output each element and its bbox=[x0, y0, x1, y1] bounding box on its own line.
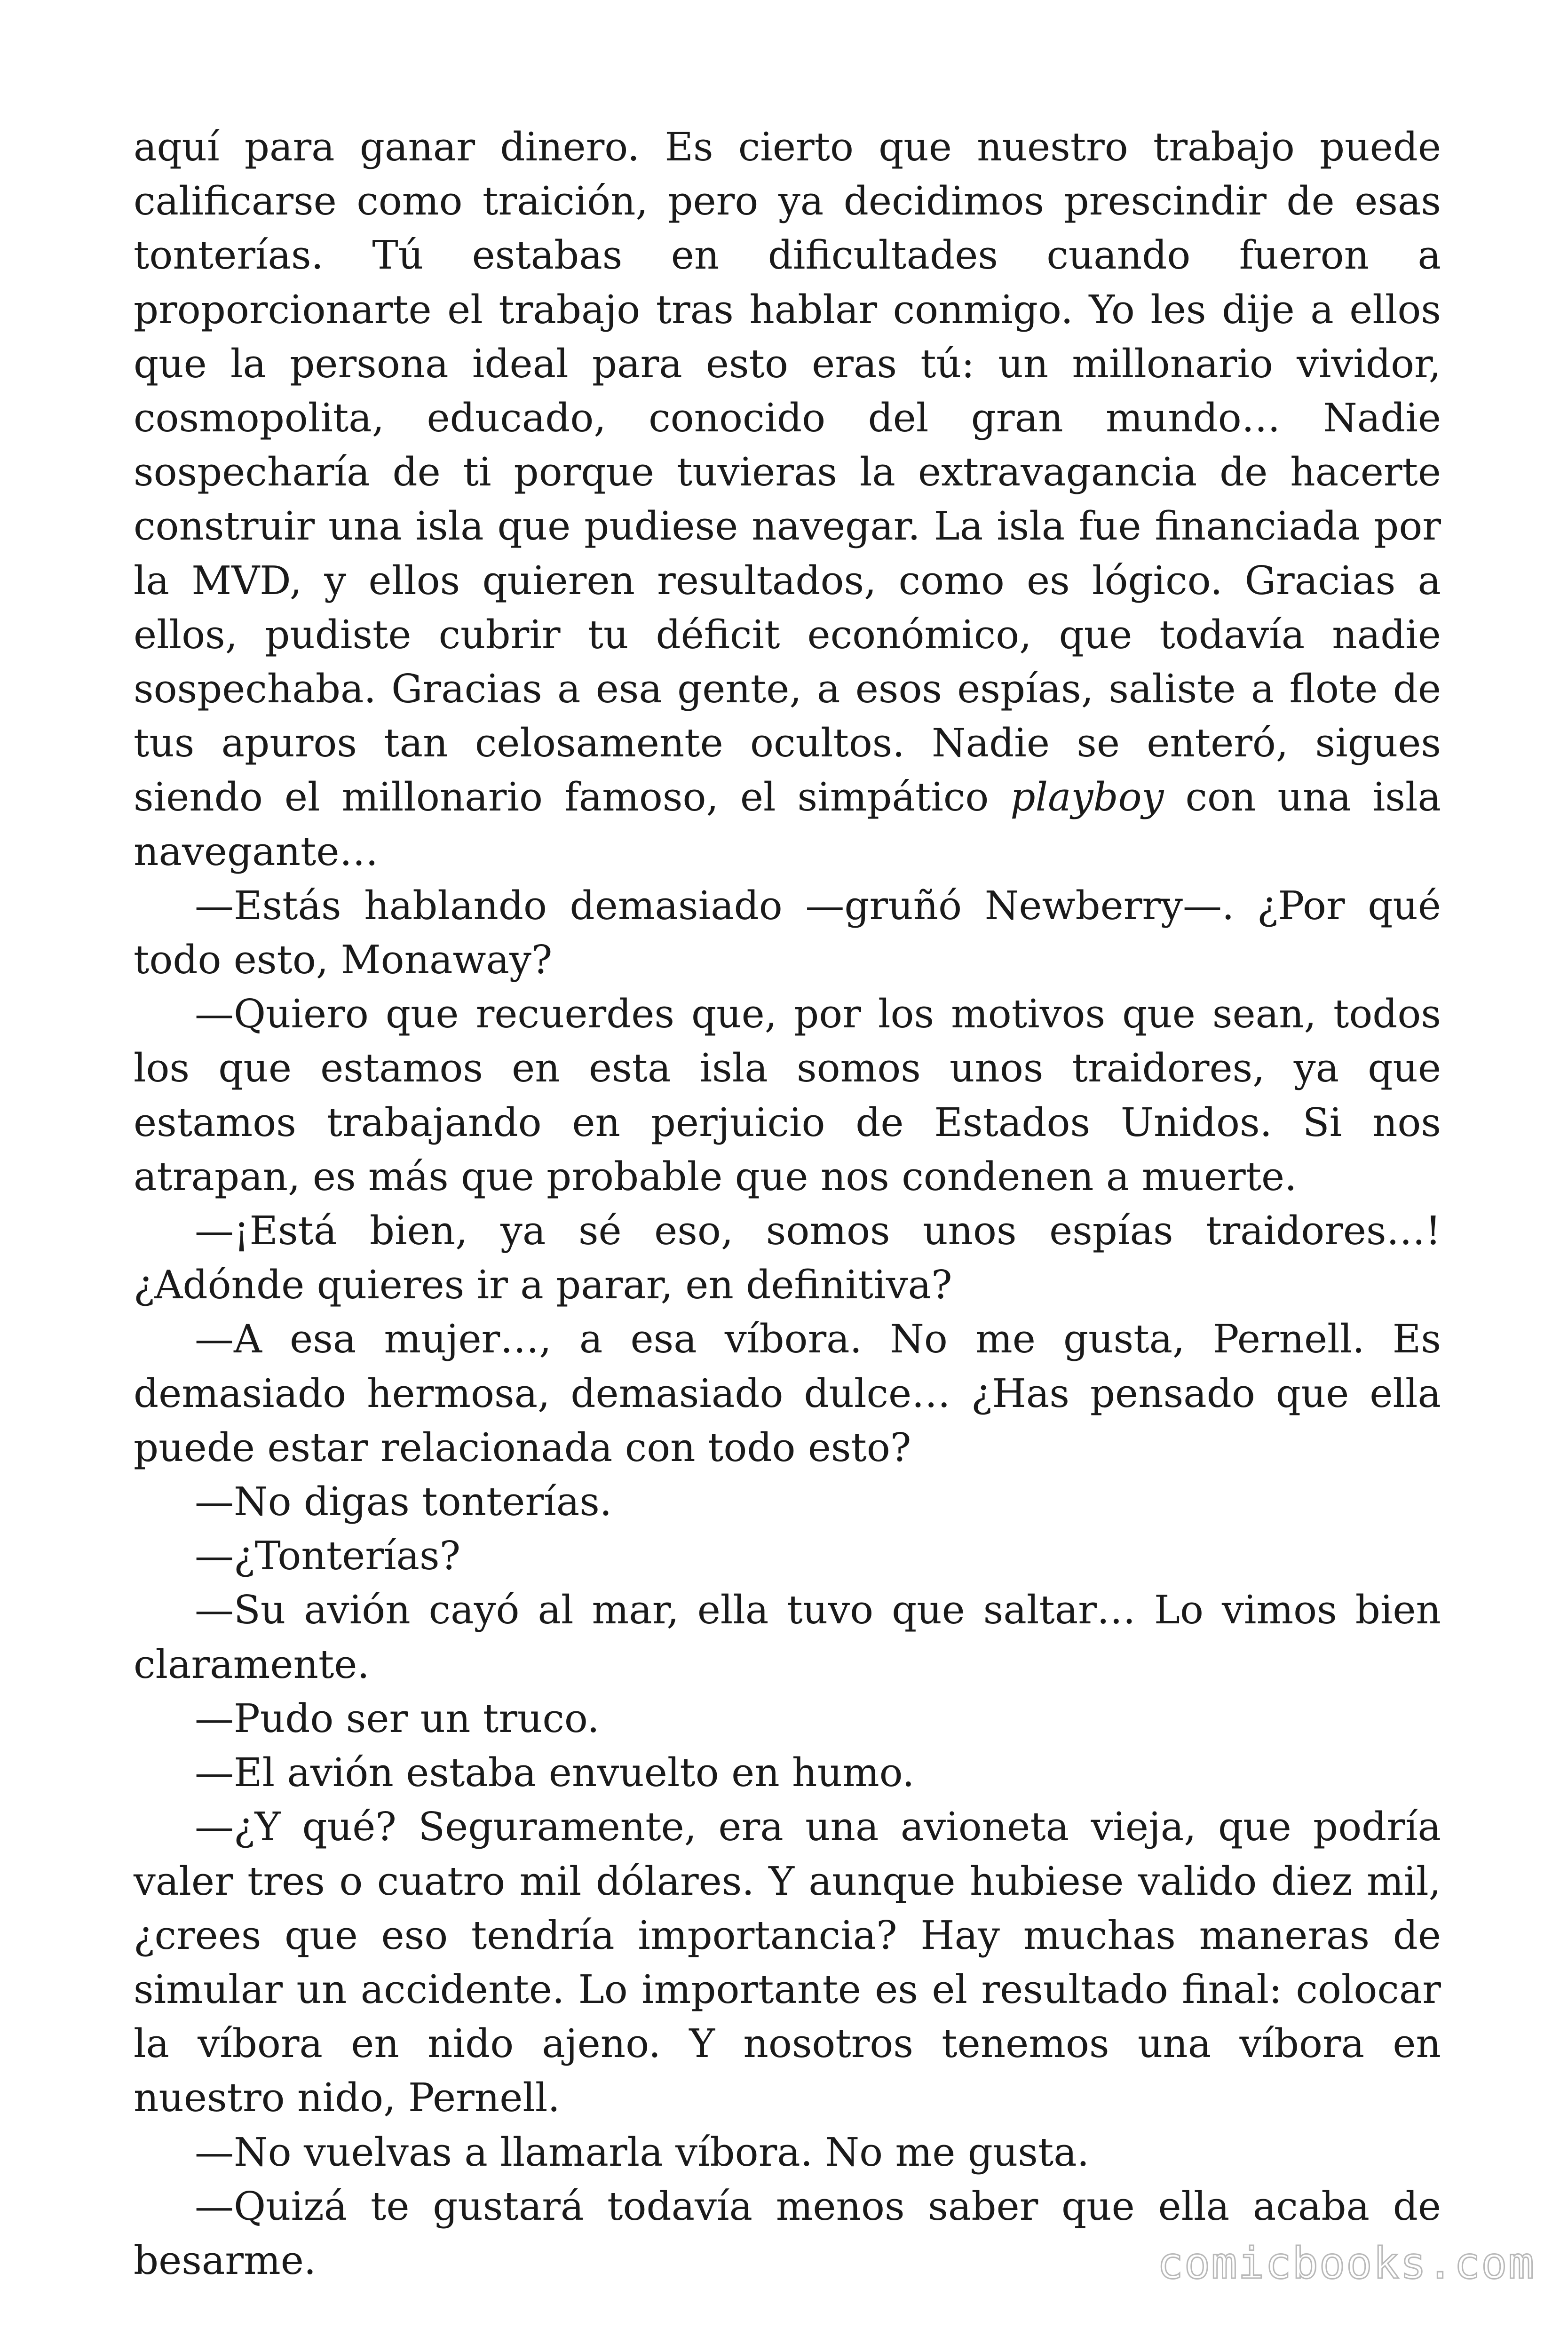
dialog-line-1: —Estás hablando demasiado —gruñó Newberry—. ¿Por qué todo esto, Monaway? bbox=[134, 882, 1441, 983]
dialog-line-7: —Su avión cayó al mar, ella tuvo que saltar… Lo vimos bien claramente. bbox=[134, 1587, 1441, 1687]
dialog-line-4: —A esa mujer…, a esa víbora. No me gusta, Pernell. Es demasiado hermosa, demasiado dulce… ¿Has pensado que ella puede estar relacionada con todo esto? bbox=[134, 1316, 1441, 1470]
paragraph-1-text: aquí para ganar dinero. Es cierto que nuestro trabajo puede calificarse como traición, pero ya decidimos prescindir de esas tonterías. Tú estabas en dificultades cuando fueron a proporcionarte el trabajo tras hablar conmigo. Yo les dije a ellos que la persona ideal para esto eras tú: un millonario vividor, cosmopolita, educado, conocido del gran mundo… Nadie sospecharía de ti porque tuvieras la extravagancia de hacerte construir una isla que pudiese navegar. La isla fue financiada por la MVD, y ellos quieren resultados, como es lógico. Gracias a ellos, pudiste cubrir tu déficit económico, que todavía nadie sospechaba. Gracias a esa gente, a esos espías, saliste a flote de tus apuros tan celosamente ocultos. Nadie se enteró, sigues siendo el millonario famoso, el simpático bbox=[134, 124, 1441, 820]
page-body-text bbox=[134, 120, 1441, 2288]
dialog-line-10: —¿Y qué? Seguramente, era una avioneta vieja, que podría valer tres o cuatro mil dólares. Y aunque hubiese valido diez mil, ¿crees que eso tendría importancia? Hay muchas maneras de simular un accidente. Lo importante es el resultado final: colocar la víbora en nido ajeno. Y nosotros tenemos una víbora en nuestro nido, Pernell. bbox=[134, 1804, 1441, 2121]
dialog-line-5: —No digas tonterías. bbox=[195, 1479, 612, 1525]
dialog-line-11: —No vuelvas a llamarla víbora. No me gusta. bbox=[195, 2129, 1090, 2175]
dialog-line-12: —Quizá te gustará todavía menos saber que ella acaba de besarme. bbox=[134, 2183, 1441, 2283]
paragraph-1 bbox=[134, 120, 1441, 879]
dialog-line-8: —Pudo ser un truco. bbox=[195, 1695, 600, 1741]
dialog-line-6: —¿Tonterías? bbox=[195, 1533, 461, 1579]
dialog-line-2: —Quiero que recuerdes que, por los motivos que sean, todos los que estamos en esta isla somos unos traidores, ya que estamos trabajando en perjuicio de Estados Unidos. Si nos atrapan, es más que probable que nos condenen a muerte. bbox=[134, 991, 1441, 1200]
dialog-line-3: —¡Está bien, ya sé eso, somos unos espías traidores…! ¿Adónde quieres ir a parar, en definitiva? bbox=[134, 1208, 1441, 1308]
watermark: comicbooks.com bbox=[1157, 2238, 1535, 2288]
paragraph-1-end: con una isla navegante… bbox=[134, 774, 1441, 874]
dialog-line-9: —El avión estaba envuelto en humo. bbox=[195, 1750, 915, 1796]
emphasis-playboy: playboy bbox=[1010, 774, 1164, 820]
